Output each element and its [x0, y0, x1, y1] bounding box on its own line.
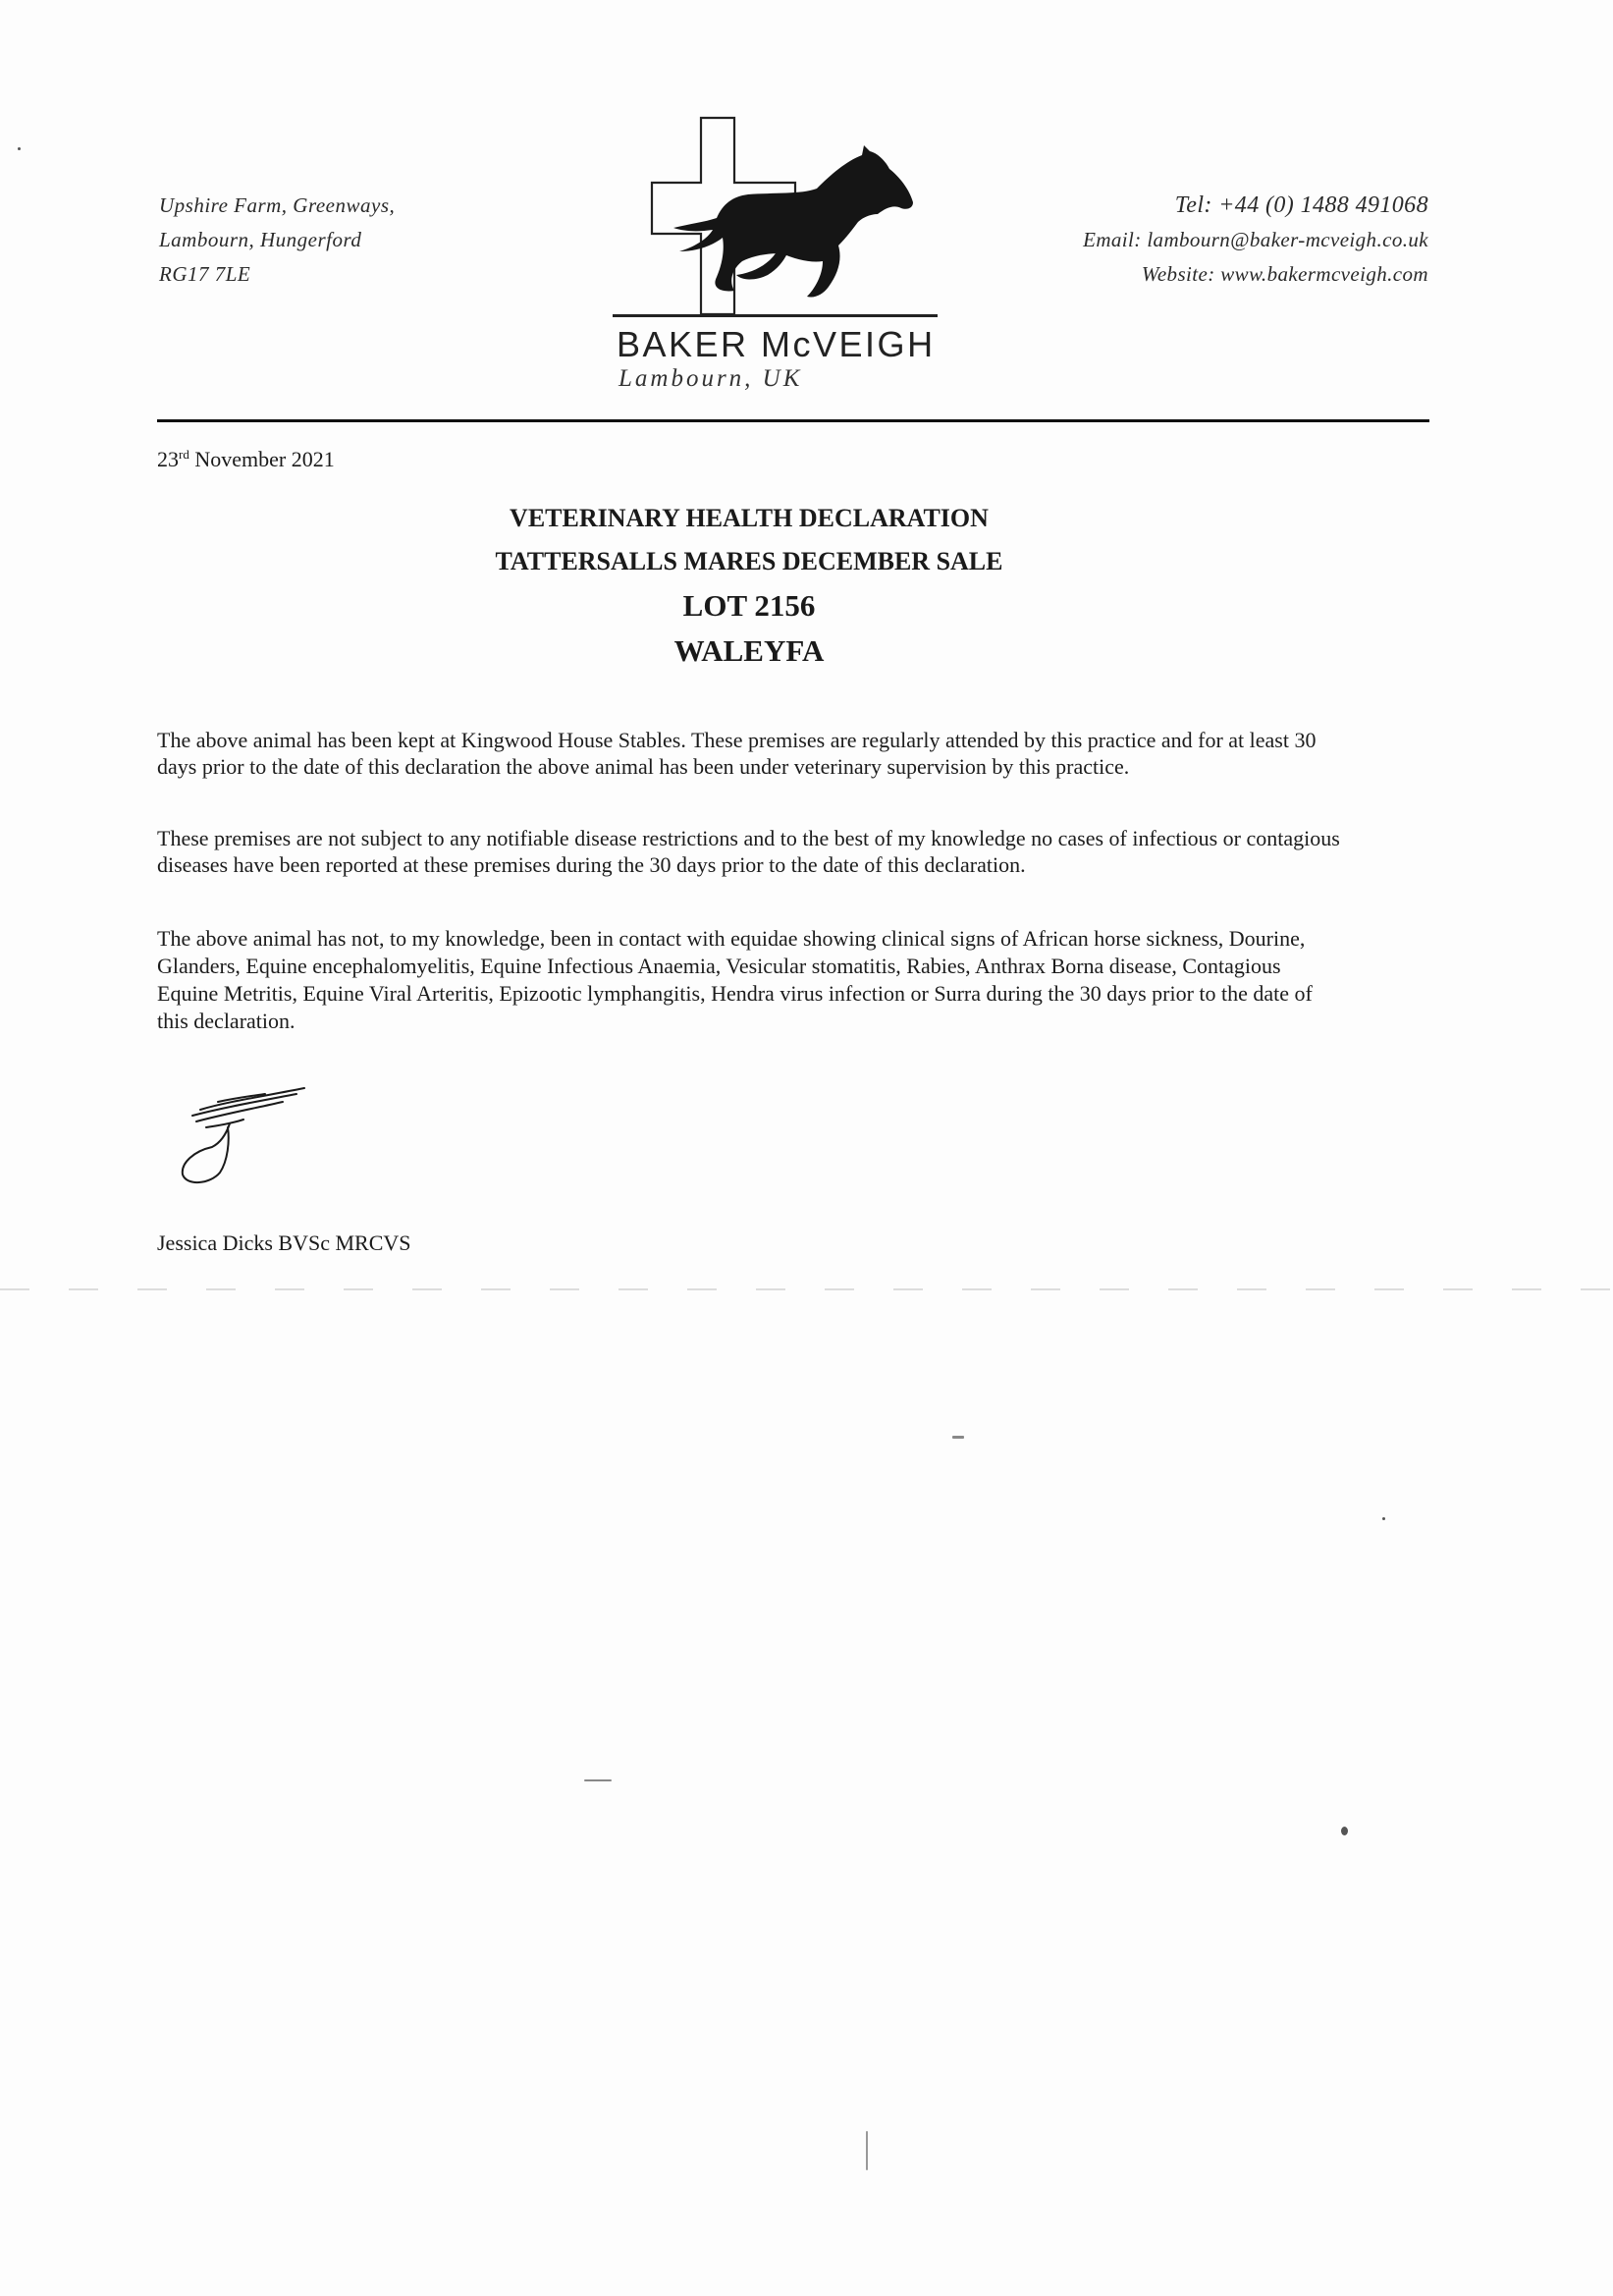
handwritten-signature-icon [167, 1080, 324, 1188]
title-sale: TATTERSALLS MARES DECEMBER SALE [495, 547, 1003, 575]
paragraph-premises: The above animal has been kept at Kingwood House Stables. These premises are regularly attended by this practice and for at least 30 days prior to the date of this declaration the above animal has been under veterinary supervision by this practice. [157, 728, 1317, 779]
signatory-name: Jessica Dicks BVSc MRCVS [157, 1230, 411, 1255]
paragraph-restrictions: These premises are not subject to any notifiable disease restrictions and to the best of my knowledge no cases of infectious or contagious diseases have been reported at these premises during the 30 days prior to the date of this declaration. [157, 826, 1340, 877]
scan-speck [952, 1436, 964, 1439]
brand-name: BAKER McVEIGH [617, 324, 936, 364]
date-day: 23 [157, 447, 179, 471]
logo-underline [613, 314, 938, 317]
contact-telephone: Tel: +44 (0) 1488 491068 [1174, 192, 1428, 218]
contact-email: Email: lambourn@baker-mcveigh.co.uk [1083, 228, 1428, 251]
practice-address [159, 189, 395, 292]
scan-speck [584, 1779, 612, 1781]
date-suffix: rd [179, 447, 189, 462]
practice-contact [1083, 189, 1428, 292]
date-month-year: November 2021 [188, 447, 335, 471]
title-lot: LOT 2156 [682, 588, 816, 623]
scan-artifact-line [0, 1288, 1613, 1290]
scan-speck [866, 2131, 868, 2170]
contact-website: Website: www.bakermcveigh.com [1141, 262, 1428, 286]
address-line-3: RG17 7LE [159, 262, 251, 286]
cross-and-horse-logo-icon [628, 116, 942, 324]
scan-speck [1382, 1517, 1385, 1520]
brand-location: Lambourn, UK [618, 365, 803, 392]
scan-speck [18, 147, 21, 150]
paragraph-contact-diseases: The above animal has not, to my knowledge, been in contact with equidae showing clinical signs of African horse sickness, Dourine, Glanders, Equine encephalomyelitis, Equine Infectious Anaemia, Vesicular stomatitis, Rabies, Anthrax Borna disease, Contagious Equine Metritis, Equine Viral Arteritis, Epizootic lymphangitis, Hendra virus infection or Surra during the 30 days prior to the date of this declaration. [157, 926, 1313, 1033]
title-declaration: VETERINARY HEALTH DECLARATION [510, 504, 989, 532]
letter-date [157, 447, 335, 472]
address-line-2: Lambourn, Hungerford [159, 228, 362, 251]
title-horse-name: WALEYFA [673, 633, 825, 668]
address-line-1: Upshire Farm, Greenways, [159, 193, 396, 217]
scan-speck [1341, 1827, 1348, 1835]
declaration-heading [0, 497, 1498, 674]
header-divider [157, 419, 1429, 422]
